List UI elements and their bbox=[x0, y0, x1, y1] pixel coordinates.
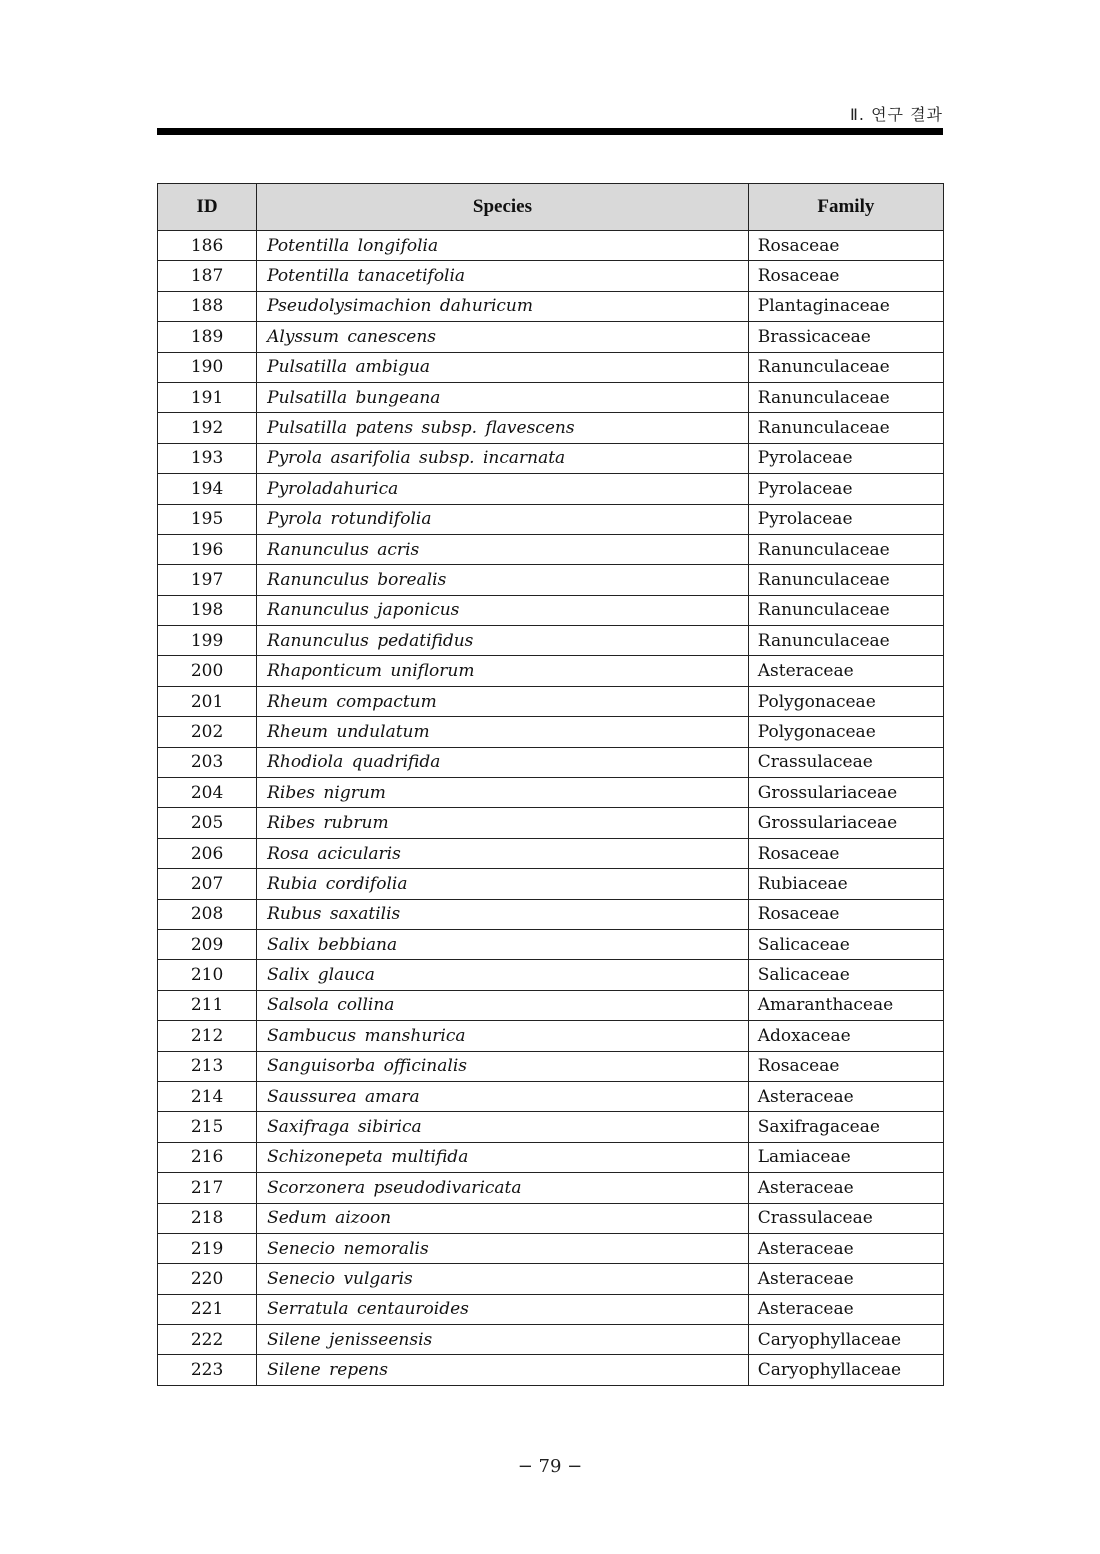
row-id: 222 bbox=[158, 1325, 257, 1355]
table-row bbox=[158, 960, 944, 990]
row-species: Ribes rubrum bbox=[257, 808, 749, 838]
table-row bbox=[158, 291, 944, 321]
row-id: 210 bbox=[158, 960, 257, 990]
table-row bbox=[158, 899, 944, 929]
row-species: Saussurea amara bbox=[257, 1081, 749, 1111]
row-id: 216 bbox=[158, 1142, 257, 1172]
row-family: Ranunculaceae bbox=[748, 352, 943, 382]
row-species: Saxifraga sibirica bbox=[257, 1112, 749, 1142]
row-id: 209 bbox=[158, 929, 257, 959]
row-family: Ranunculaceae bbox=[748, 626, 943, 656]
table-row bbox=[158, 534, 944, 564]
row-species: Ranunculus pedatifidus bbox=[257, 626, 749, 656]
table-row bbox=[158, 1355, 944, 1385]
row-id: 221 bbox=[158, 1294, 257, 1324]
row-id: 187 bbox=[158, 261, 257, 291]
row-species: Pyroladahurica bbox=[257, 474, 749, 504]
table-row bbox=[158, 929, 944, 959]
row-id: 189 bbox=[158, 322, 257, 352]
table-row bbox=[158, 413, 944, 443]
table-row bbox=[158, 717, 944, 747]
row-family: Amaranthaceae bbox=[748, 990, 943, 1020]
table-row bbox=[158, 838, 944, 868]
table-row bbox=[158, 565, 944, 595]
table-row bbox=[158, 1233, 944, 1263]
table-body bbox=[158, 231, 944, 1386]
row-species: Silene repens bbox=[257, 1355, 749, 1385]
row-family: Crassulaceae bbox=[748, 1203, 943, 1233]
row-family: Ranunculaceae bbox=[748, 595, 943, 625]
row-species: Potentilla tanacetifolia bbox=[257, 261, 749, 291]
table-row bbox=[158, 1264, 944, 1294]
row-species: Sambucus manshurica bbox=[257, 1021, 749, 1051]
table-row bbox=[158, 474, 944, 504]
table-row bbox=[158, 1325, 944, 1355]
row-id: 208 bbox=[158, 899, 257, 929]
row-species: Ranunculus japonicus bbox=[257, 595, 749, 625]
table-row bbox=[158, 1142, 944, 1172]
row-species: Pseudolysimachion dahuricum bbox=[257, 291, 749, 321]
row-family: Asteraceae bbox=[748, 1173, 943, 1203]
table-row bbox=[158, 869, 944, 899]
column-header-species: Species bbox=[257, 184, 749, 231]
row-id: 201 bbox=[158, 686, 257, 716]
row-id: 192 bbox=[158, 413, 257, 443]
row-family: Pyrolaceae bbox=[748, 504, 943, 534]
row-family: Caryophyllaceae bbox=[748, 1325, 943, 1355]
row-species: Schizonepeta multifida bbox=[257, 1142, 749, 1172]
row-family: Asteraceae bbox=[748, 1294, 943, 1324]
row-id: 195 bbox=[158, 504, 257, 534]
row-family: Ranunculaceae bbox=[748, 413, 943, 443]
row-species: Senecio vulgaris bbox=[257, 1264, 749, 1294]
table-row bbox=[158, 626, 944, 656]
row-species: Rubus saxatilis bbox=[257, 899, 749, 929]
row-family: Asteraceae bbox=[748, 1233, 943, 1263]
row-species: Senecio nemoralis bbox=[257, 1233, 749, 1263]
species-table bbox=[157, 183, 944, 1386]
row-id: 188 bbox=[158, 291, 257, 321]
table-row bbox=[158, 1203, 944, 1233]
table-row bbox=[158, 322, 944, 352]
row-family: Rubiaceae bbox=[748, 869, 943, 899]
row-family: Ranunculaceae bbox=[748, 565, 943, 595]
table-row bbox=[158, 1021, 944, 1051]
row-id: 203 bbox=[158, 747, 257, 777]
row-id: 190 bbox=[158, 352, 257, 382]
row-species: Rhodiola quadrifida bbox=[257, 747, 749, 777]
row-species: Ranunculus borealis bbox=[257, 565, 749, 595]
table-row bbox=[158, 990, 944, 1020]
row-family: Salicaceae bbox=[748, 960, 943, 990]
row-family: Polygonaceae bbox=[748, 686, 943, 716]
row-id: 207 bbox=[158, 869, 257, 899]
row-id: 219 bbox=[158, 1233, 257, 1263]
row-id: 214 bbox=[158, 1081, 257, 1111]
row-id: 220 bbox=[158, 1264, 257, 1294]
row-family: Polygonaceae bbox=[748, 717, 943, 747]
row-species: Pyrola asarifolia subsp. incarnata bbox=[257, 443, 749, 473]
table-row bbox=[158, 1173, 944, 1203]
table-row bbox=[158, 1294, 944, 1324]
row-family: Brassicaceae bbox=[748, 322, 943, 352]
row-id: 211 bbox=[158, 990, 257, 1020]
row-family: Caryophyllaceae bbox=[748, 1355, 943, 1385]
row-family: Ranunculaceae bbox=[748, 534, 943, 564]
table-row bbox=[158, 261, 944, 291]
row-family: Pyrolaceae bbox=[748, 474, 943, 504]
row-family: Adoxaceae bbox=[748, 1021, 943, 1051]
row-id: 198 bbox=[158, 595, 257, 625]
row-species: Ribes nigrum bbox=[257, 778, 749, 808]
row-id: 202 bbox=[158, 717, 257, 747]
row-family: Rosaceae bbox=[748, 1051, 943, 1081]
row-id: 196 bbox=[158, 534, 257, 564]
row-species: Rhaponticum uniflorum bbox=[257, 656, 749, 686]
table-row bbox=[158, 686, 944, 716]
row-id: 218 bbox=[158, 1203, 257, 1233]
row-family: Asteraceae bbox=[748, 1081, 943, 1111]
row-species: Pulsatilla bungeana bbox=[257, 382, 749, 412]
row-species: Potentilla longifolia bbox=[257, 231, 749, 261]
row-id: 213 bbox=[158, 1051, 257, 1081]
row-species: Silene jenisseensis bbox=[257, 1325, 749, 1355]
row-species: Pulsatilla ambigua bbox=[257, 352, 749, 382]
table-row bbox=[158, 656, 944, 686]
row-species: Serratula centauroides bbox=[257, 1294, 749, 1324]
table-row bbox=[158, 808, 944, 838]
page-number: − 79 − bbox=[517, 1456, 583, 1477]
row-family: Grossulariaceae bbox=[748, 778, 943, 808]
row-family: Grossulariaceae bbox=[748, 808, 943, 838]
row-id: 206 bbox=[158, 838, 257, 868]
row-id: 200 bbox=[158, 656, 257, 686]
table-row bbox=[158, 1081, 944, 1111]
row-species: Pyrola rotundifolia bbox=[257, 504, 749, 534]
table-row bbox=[158, 504, 944, 534]
row-species: Scorzonera pseudodivaricata bbox=[257, 1173, 749, 1203]
row-species: Salix bebbiana bbox=[257, 929, 749, 959]
row-family: Lamiaceae bbox=[748, 1142, 943, 1172]
column-header-family: Family bbox=[748, 184, 943, 231]
row-species: Pulsatilla patens subsp. flavescens bbox=[257, 413, 749, 443]
row-family: Saxifragaceae bbox=[748, 1112, 943, 1142]
row-id: 223 bbox=[158, 1355, 257, 1385]
row-id: 194 bbox=[158, 474, 257, 504]
row-species: Rheum compactum bbox=[257, 686, 749, 716]
row-species: Salsola collina bbox=[257, 990, 749, 1020]
running-head: Ⅱ. 연구 결과 bbox=[850, 105, 943, 124]
row-id: 212 bbox=[158, 1021, 257, 1051]
row-family: Pyrolaceae bbox=[748, 443, 943, 473]
row-species: Ranunculus acris bbox=[257, 534, 749, 564]
row-species: Salix glauca bbox=[257, 960, 749, 990]
row-species: Rosa acicularis bbox=[257, 838, 749, 868]
row-species: Rubia cordifolia bbox=[257, 869, 749, 899]
row-id: 205 bbox=[158, 808, 257, 838]
row-species: Alyssum canescens bbox=[257, 322, 749, 352]
row-family: Rosaceae bbox=[748, 899, 943, 929]
table-header bbox=[158, 184, 944, 231]
table-row bbox=[158, 778, 944, 808]
header-row bbox=[158, 184, 944, 231]
row-species: Sedum aizoon bbox=[257, 1203, 749, 1233]
row-species: Sanguisorba officinalis bbox=[257, 1051, 749, 1081]
table-row bbox=[158, 747, 944, 777]
table-row bbox=[158, 443, 944, 473]
row-family: Rosaceae bbox=[748, 838, 943, 868]
row-family: Salicaceae bbox=[748, 929, 943, 959]
row-family: Asteraceae bbox=[748, 656, 943, 686]
row-family: Plantaginaceae bbox=[748, 291, 943, 321]
row-id: 191 bbox=[158, 382, 257, 412]
row-id: 204 bbox=[158, 778, 257, 808]
table-row bbox=[158, 352, 944, 382]
table-row bbox=[158, 231, 944, 261]
table-row bbox=[158, 595, 944, 625]
row-id: 197 bbox=[158, 565, 257, 595]
row-id: 199 bbox=[158, 626, 257, 656]
row-family: Asteraceae bbox=[748, 1264, 943, 1294]
row-family: Ranunculaceae bbox=[748, 382, 943, 412]
row-id: 193 bbox=[158, 443, 257, 473]
row-family: Crassulaceae bbox=[748, 747, 943, 777]
row-id: 186 bbox=[158, 231, 257, 261]
row-family: Rosaceae bbox=[748, 261, 943, 291]
table-row bbox=[158, 1051, 944, 1081]
row-family: Rosaceae bbox=[748, 231, 943, 261]
header-rule bbox=[157, 128, 943, 135]
row-id: 217 bbox=[158, 1173, 257, 1203]
table-row bbox=[158, 1112, 944, 1142]
row-id: 215 bbox=[158, 1112, 257, 1142]
table-row bbox=[158, 382, 944, 412]
row-species: Rheum undulatum bbox=[257, 717, 749, 747]
column-header-id: ID bbox=[158, 184, 257, 231]
